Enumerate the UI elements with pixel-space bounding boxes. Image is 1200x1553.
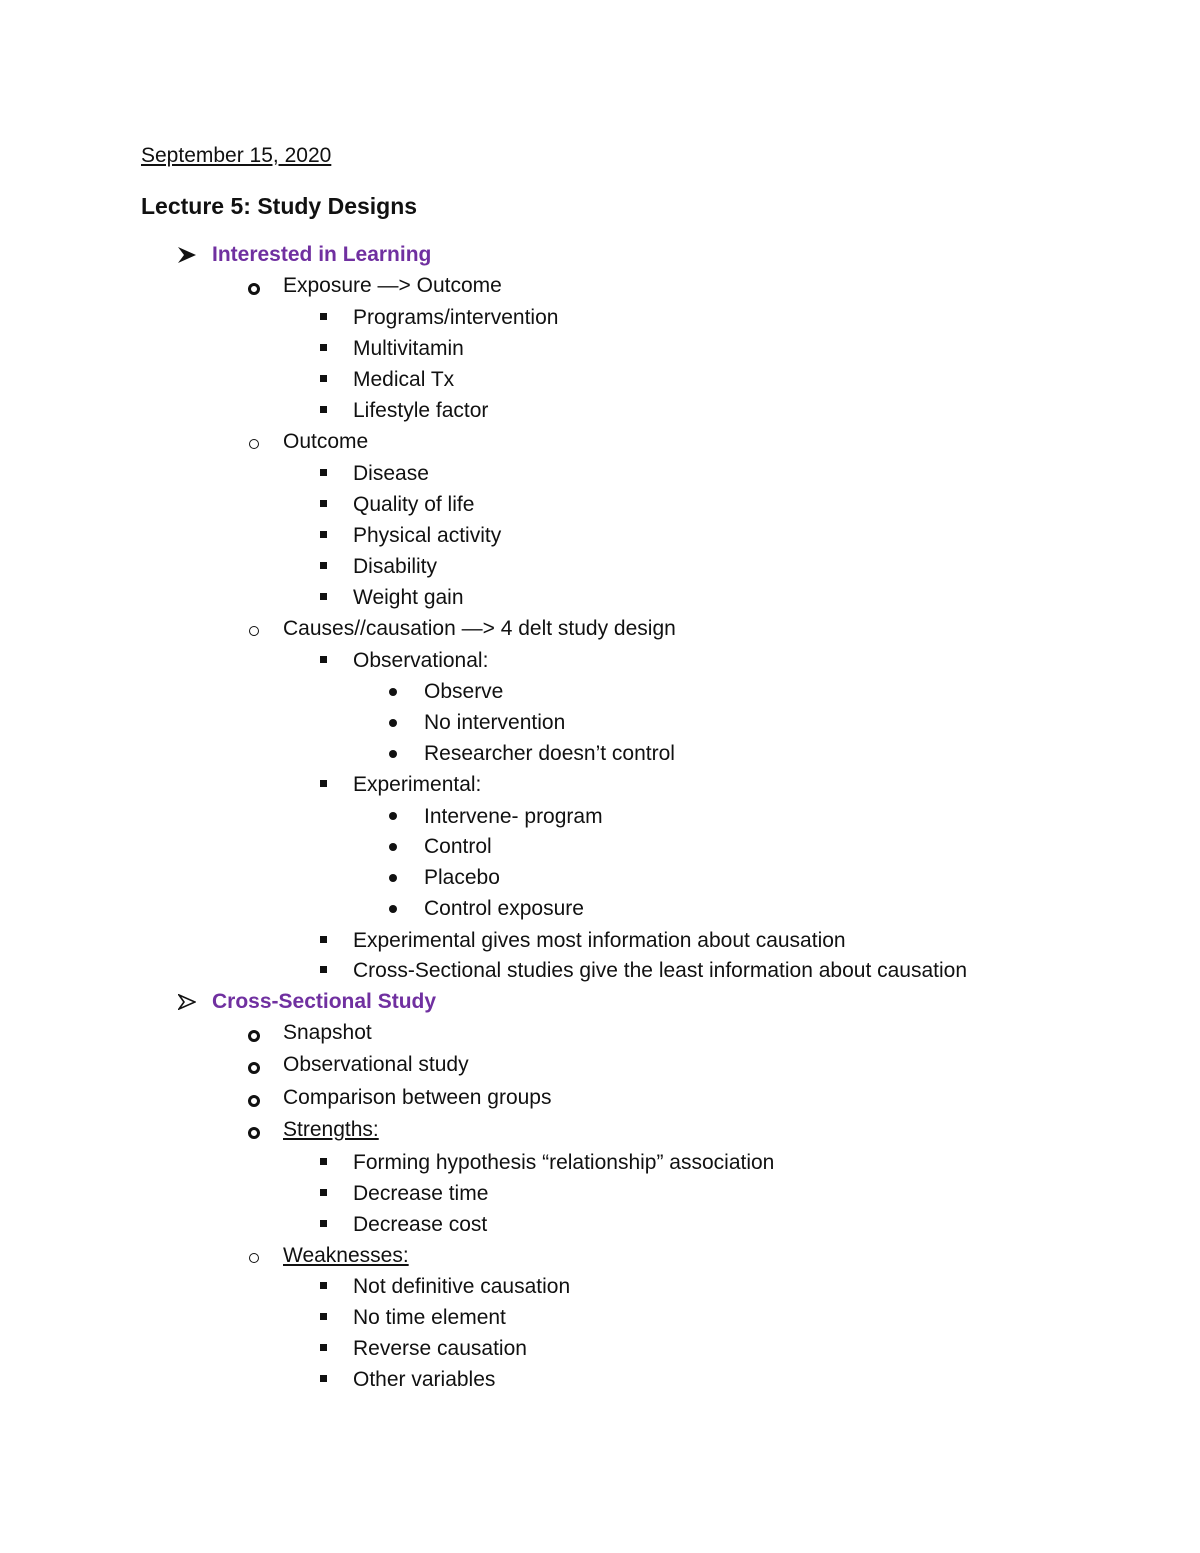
list-item: Experimental: [353, 773, 482, 796]
dot-bullet-icon [389, 843, 397, 851]
list-item: Programs/intervention [353, 306, 559, 329]
circle-bullet-icon [249, 1253, 259, 1263]
list-item: Observational study [283, 1053, 469, 1076]
list-item: Decrease time [353, 1182, 489, 1205]
circle-bullet-icon [248, 1030, 260, 1042]
list-item: Experimental gives most information about causation [353, 929, 846, 952]
square-bullet-icon [320, 593, 327, 600]
square-bullet-icon [320, 1282, 327, 1289]
square-bullet-icon [320, 406, 327, 413]
list-item: Causes//causation —> 4 delt study design [283, 617, 676, 640]
list-item: Multivitamin [353, 337, 464, 360]
circle-bullet-icon [249, 626, 259, 636]
circle-bullet-icon [248, 1127, 260, 1139]
list-item: Disability [353, 555, 438, 578]
list-item: Researcher doesn’t control [424, 742, 675, 765]
square-bullet-icon [320, 780, 327, 787]
list-item: Placebo [424, 866, 500, 889]
dot-bullet-icon [389, 874, 397, 882]
list-item: Not definitive causation [353, 1275, 571, 1298]
arrow-bullet-icon [178, 247, 196, 263]
list-item: Reverse causation [353, 1337, 527, 1360]
list-item: Weaknesses: [283, 1244, 409, 1267]
list-item: Snapshot [283, 1021, 372, 1044]
arrow-outline-bullet-icon [178, 994, 196, 1010]
square-bullet-icon [320, 966, 327, 973]
list-item: Physical activity [353, 524, 502, 547]
square-bullet-icon [320, 1189, 327, 1196]
circle-bullet-icon [249, 439, 259, 449]
list-item: Forming hypothesis “relationship” association [353, 1151, 775, 1174]
list-item: Observe [424, 680, 504, 703]
square-bullet-icon [320, 1375, 327, 1382]
dot-bullet-icon [389, 719, 397, 727]
date: September 15, 2020 [141, 144, 332, 167]
square-bullet-icon [320, 375, 327, 382]
square-bullet-icon [320, 656, 327, 663]
list-item: Disease [353, 462, 429, 485]
square-bullet-icon [320, 1344, 327, 1351]
square-bullet-icon [320, 1313, 327, 1320]
square-bullet-icon [320, 1220, 327, 1227]
list-item: Cross-Sectional studies give the least information about causation [353, 959, 968, 982]
dot-bullet-icon [389, 688, 397, 696]
square-bullet-icon [320, 531, 327, 538]
circle-bullet-icon [248, 1062, 260, 1074]
square-bullet-icon [320, 1158, 327, 1165]
list-item: Lifestyle factor [353, 399, 489, 422]
circle-bullet-icon [248, 1095, 260, 1107]
list-item: Outcome [283, 430, 369, 453]
list-item: Other variables [353, 1368, 496, 1391]
square-bullet-icon [320, 344, 327, 351]
section-heading: Interested in Learning [212, 243, 432, 266]
square-bullet-icon [320, 936, 327, 943]
list-item: No intervention [424, 711, 566, 734]
list-item: Strengths: [283, 1118, 379, 1141]
list-item: No time element [353, 1306, 506, 1329]
dot-bullet-icon [389, 905, 397, 913]
list-item: Comparison between groups [283, 1086, 552, 1109]
list-item: Observational: [353, 649, 489, 672]
list-item: Medical Tx [353, 368, 455, 391]
list-item: Decrease cost [353, 1213, 488, 1236]
list-item: Intervene- program [424, 805, 603, 828]
square-bullet-icon [320, 562, 327, 569]
square-bullet-icon [320, 313, 327, 320]
list-item: Quality of life [353, 493, 475, 516]
circle-bullet-icon [248, 283, 260, 295]
square-bullet-icon [320, 500, 327, 507]
page-title: Lecture 5: Study Designs [141, 193, 418, 219]
dot-bullet-icon [389, 750, 397, 758]
square-bullet-icon [320, 469, 327, 476]
list-item: Weight gain [353, 586, 464, 609]
dot-bullet-icon [389, 812, 397, 820]
list-item: Control exposure [424, 897, 584, 920]
list-item: Exposure —> Outcome [283, 274, 502, 297]
list-item: Control [424, 835, 492, 858]
section-heading: Cross-Sectional Study [212, 990, 437, 1013]
